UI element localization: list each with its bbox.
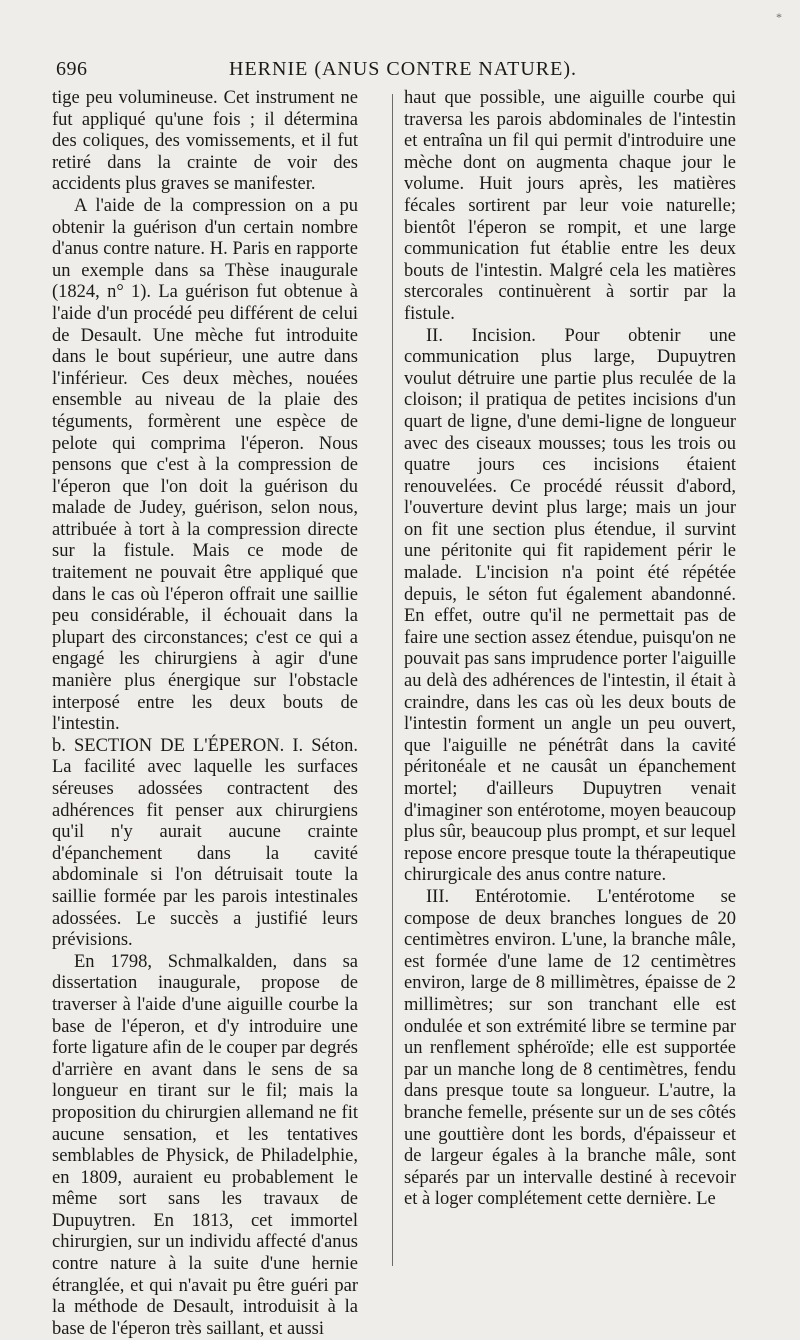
paragraph: A l'aide de la compression on a pu obtenir la guérison d'un certain nombre d'anus contre nature. H. Paris en rapporte un exemple dans sa Thèse inaugurale (1824, n° 1). La guérison fut obtenue à l'aide d'un procédé peu différent de celui de Desault. Une mèche fut introduite dans le bout supérieur, une autre dans l'inférieur. Ces deux mèches, nouées ensemble au niveau de la plaie des téguments, formèrent une espèce de pelote qui comprima l'éperon. Nous pensons que c'est à la compression de l'éperon que l'on doit la guérison du malade de Judey, guérison, selon nous, attribuée à tort à la compression directe sur la fistule. Mais ce mode de traitement ne pouvait être appliqué que dans le cas où l'éperon offrait une saillie peu considérable, il échouait dans la plupart des circonstances; c'est ce qui a engagé les chirurgiens à agir d'une manière plus énergique sur l'obstacle interposé entre les deux bouts de l'intestin. xyxy=(52,195,358,735)
page-number: 696 xyxy=(56,58,88,80)
paragraph: haut que possible, une aiguille courbe qui traversa les parois abdominales de l'intestin et entraîna un fil qui permit d'introduire une mèche dont on augmenta chaque jour le volume. Huit jours après, les matières fécales sortirent par leur voie naturelle; bientôt l'éperon se rompit, et une large communication fut établie entre les deux bouts de l'intestin. Malgré cela les matières stercorales continuèrent à sortir par la fistule. xyxy=(404,88,736,324)
paragraph: III. Entérotomie. L'entérotome se compose de deux branches longues de 20 centimètres environ. L'une, la branche mâle, est formée d'une lame de 12 centimètres environ, large de 8 millimètres, épaisse de 2 millimètres; sur son tranchant elle est ondulée et son extrémité libre se termine par un renflement sphéroïde; elle est supportée par un manche long de 8 centimètres, fendu dans presque toute sa longueur. L'autre, la branche femelle, présente sur un de ses côtés une gouttière dont les bords, d'épaisseur et de largeur égales à la branche mâle, sont séparés par un intervalle destiné à recevoir et à loger complétement cette dernière. Le xyxy=(404,886,736,1210)
right-column xyxy=(404,88,736,1211)
left-column xyxy=(52,88,358,1340)
paragraph: En 1798, Schmalkalden, dans sa dissertation inaugurale, propose de traverser à l'aide d'une aiguille courbe la base de l'éperon, et d'y introduire une forte ligature afin de le couper par degrés d'arrière en avant dans le sens de sa longueur en tirant sur le fil; mais la proposition du chirurgien allemand ne fit aucune sensation, et les tentatives semblables de Physick, de Philadelphie, en 1809, auraient eu probablement le même sort sans les travaux de Dupuytren. En 1813, cet immortel chirurgien, sur un individu affecté d'anus contre nature à la suite d'une hernie étranglée, et qui n'avait pu être guéri par la méthode de Desault, introduisit à la base de l'éperon très saillant, et aussi xyxy=(52,951,358,1339)
paragraph: II. Incision. Pour obtenir une communication plus large, Dupuytren voulut détruire une partie plus reculée de la cloison; il pratiqua de petites incisions d'un quart de ligne, d'une demi-ligne de longueur avec des ciseaux mousses; tous les trois ou quatre jours ces incisions étaient renouvelées. Ce procédé réussit d'abord, l'ouverture devint plus large; mais un jour on fit une section plus étendue, il survint une péritonite qui fit rapidement périr le malade. L'incision n'a point été répétée depuis, le séton fut également abandonné. En effet, outre qu'il ne permettait pas de faire une section assez étendue, puisqu'on ne pouvait pas sans imprudence porter l'aiguille au delà des adhérences de l'intestin, il était à craindre, dans les cas où les deux bouts de l'intestin forment un angle un peu ouvert, que l'aiguille ne pénétrât dans la cavité péritonéale et ne causât un épanchement mortel; d'ailleurs Dupuytren venait d'imaginer son entérotome, moyen beaucoup plus sûr, beaucoup plus prompt, et sur lequel repose encore presque toute la thérapeutique chirurgicale des anus contre nature. xyxy=(404,325,736,886)
paragraph: tige peu volumineuse. Cet instrument ne fut appliqué qu'une fois ; il détermina des coliques, des vomissements, et il fut retiré dans la crainte de voir des accidents plus graves se manifester. xyxy=(52,88,358,195)
column-divider xyxy=(392,94,393,1266)
running-title: HERNIE (ANUS CONTRE NATURE). xyxy=(229,58,577,80)
corner-mark: * xyxy=(776,10,782,24)
paragraph: b. SECTION DE L'ÉPERON. I. Séton. La facilité avec laquelle les surfaces séreuses adossées contractent des adhérences fit penser aux chirurgiens qu'il n'y aurait aucune crainte d'épanchement dans la cavité abdominale si l'on détruisait toute la saillie formée par les parois intestinales adossées. Le succès a justifié leurs prévisions. xyxy=(52,735,358,951)
page-header xyxy=(56,58,750,88)
